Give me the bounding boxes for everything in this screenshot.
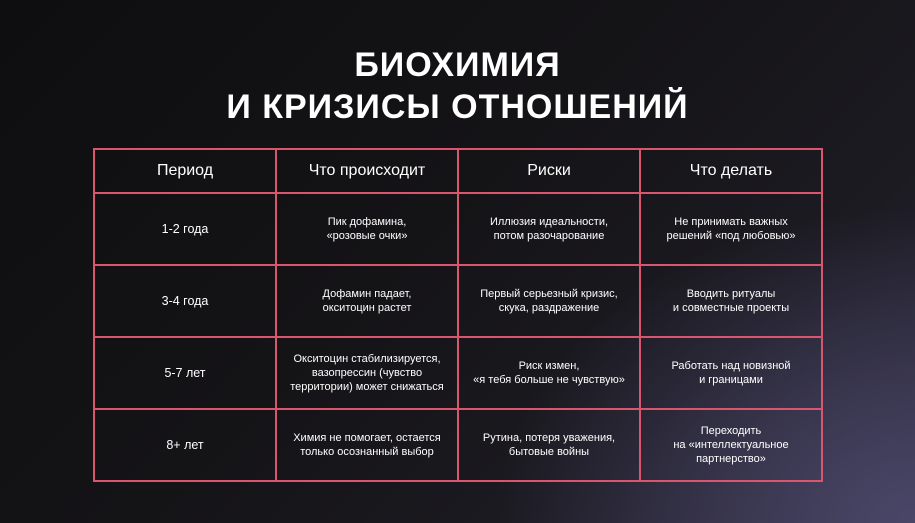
cell-text: Окситоцин стабилизируется, [293,353,441,365]
cell-what-to-do [640,265,822,337]
cell-period [94,337,276,409]
cell-text: и совместные проекты [672,302,790,314]
cell-risks [458,265,640,337]
cell-what-happens [276,193,458,265]
cell-period [94,409,276,481]
slide-title-line-1: БИОХИМИЯ [354,46,561,84]
cell-text: территории) может снижаться [290,381,444,393]
cell-text: 8+ лет [166,438,204,452]
data-table [93,148,823,482]
cell-text: 3-4 года [161,294,209,308]
cell-text: только осознанный выбор [300,446,434,458]
cell-risks [458,193,640,265]
table-header-row [94,149,822,193]
table-row [94,193,822,265]
cell-text: вазопрессин (чувство [311,367,423,379]
cell-text: Рутина, потеря уважения, [482,432,616,444]
table-row [94,337,822,409]
cell-text: партнерство» [696,453,766,465]
cell-period [94,265,276,337]
cell-what-happens [276,265,458,337]
table-row [94,265,822,337]
cell-text: потом разочарование [493,230,605,242]
cell-text: скука, раздражение [498,302,600,314]
cell-text: Работать над новизной [671,360,791,372]
table-row [94,409,822,481]
cell-what-to-do [640,337,822,409]
header-what-happens: Что происходит [276,149,458,193]
cell-text: Химия не помогает, остается [293,432,441,444]
cell-text: Иллюзия идеальности, [489,216,609,228]
cell-text: и границами [699,374,763,386]
cell-text: Первый серьезный кризис, [480,288,618,300]
cell-text: 1-2 года [161,222,209,236]
cell-what-happens [276,409,458,481]
cell-text: Риск измен, [518,360,580,372]
cell-text: окситоцин растет [322,302,412,314]
cell-what-to-do [640,193,822,265]
cell-text: на «интеллектуальное [673,439,789,451]
header-risks: Риски [458,149,640,193]
relationship-crisis-table [93,148,823,482]
cell-risks [458,337,640,409]
cell-text: Вводить ритуалы [686,288,776,300]
header-what-to-do: Что делать [640,149,822,193]
cell-what-to-do [640,409,822,481]
cell-text: Переходить [700,425,762,437]
cell-text: бытовые войны [508,446,590,458]
header-period: Период [94,149,276,193]
cell-what-happens [276,337,458,409]
cell-text: 5-7 лет [164,366,206,380]
cell-text: «розовые очки» [326,230,408,242]
cell-text: Не принимать важных [674,216,788,228]
cell-period [94,193,276,265]
cell-text: Дофамин падает, [322,288,412,300]
cell-text: Пик дофамина, [327,216,407,228]
slide-title-line-2: И КРИЗИСЫ ОТНОШЕНИЙ [226,88,689,126]
cell-text: «я тебя больше не чувствую» [473,374,625,386]
cell-risks [458,409,640,481]
slide-title [0,44,915,128]
cell-text: решений «под любовью» [666,230,796,242]
